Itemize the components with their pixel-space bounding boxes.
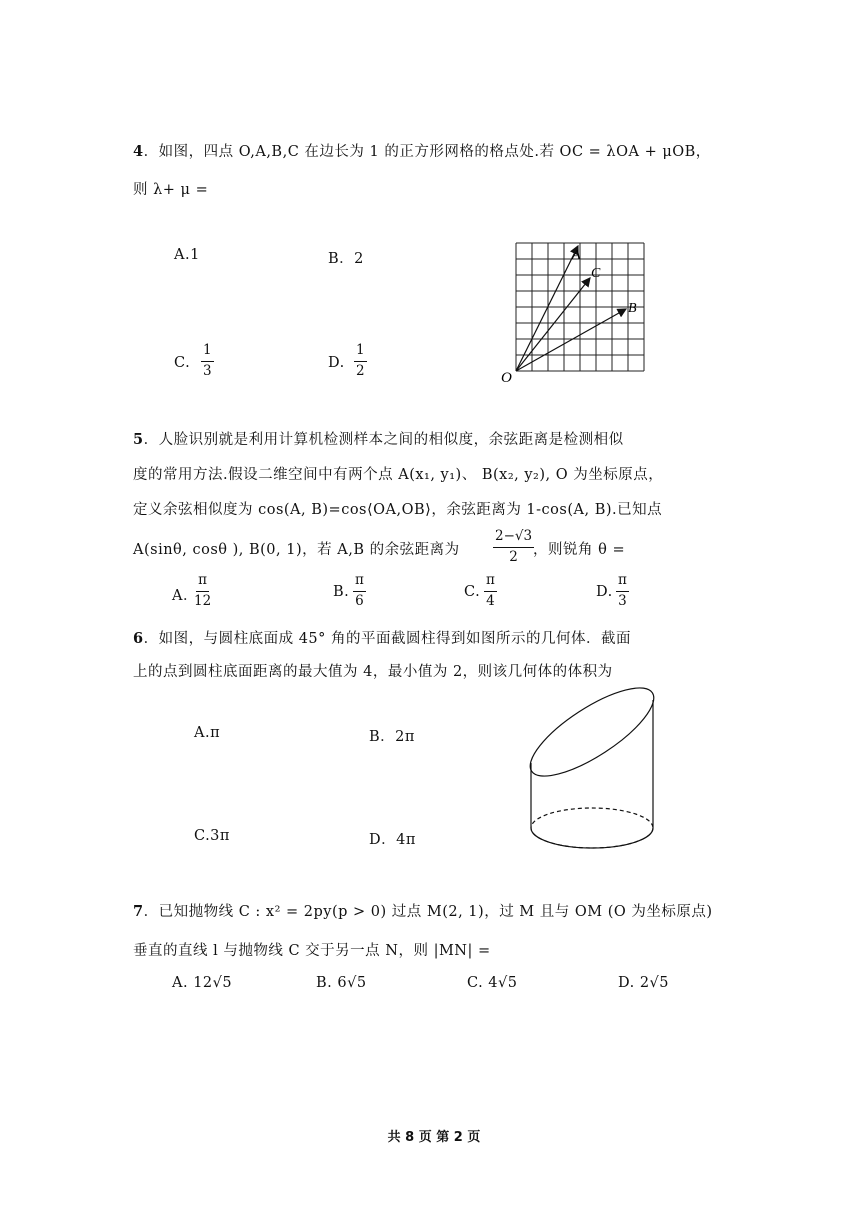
- q5-option-b-num: π: [353, 574, 366, 592]
- cylinder-slanted-cut: [519, 673, 666, 792]
- label-a: A: [572, 248, 581, 263]
- q5-line4-b: ，则锐角 θ =: [533, 542, 626, 558]
- q4-line1: [133, 140, 711, 161]
- q4-option-b[interactable]: B．2: [328, 251, 364, 267]
- q6-stem: ．如图，与圆柱底面成 45° 角的平面截圆柱得到如图所示的几何体．截面: [143, 631, 632, 647]
- q5-option-b-den: 6: [355, 592, 364, 609]
- q5-option-b-label[interactable]: B.: [333, 584, 350, 600]
- q5-cosine-distance-fraction: [493, 530, 534, 564]
- q7-option-a[interactable]: A. 12√5: [172, 975, 233, 991]
- q4-option-d-num: 1: [354, 344, 367, 362]
- q6-line1: [133, 627, 631, 648]
- q5-number: 5: [133, 431, 144, 448]
- q5-option-c-fraction[interactable]: [484, 574, 497, 608]
- cylinder-base-front: [531, 828, 653, 848]
- q5-option-c-label[interactable]: C.: [464, 584, 481, 600]
- q5-fraction-num: 2−√3: [493, 530, 534, 548]
- q5-line3: 定义余弦相似度为 cos(A, B)=cos⟨OA,OB⟩，余弦距离为 1-cos(A, B).已知点: [133, 502, 663, 518]
- q4-grid-figure: [500, 236, 650, 386]
- q5-line4-a: A(sinθ, cosθ ), B(0, 1)，若 A,B 的余弦距离为: [133, 542, 460, 558]
- q4-line2: 则 λ+ μ =: [133, 182, 209, 198]
- q5-option-a-label[interactable]: A．: [172, 588, 198, 604]
- q5-option-a-fraction[interactable]: [194, 574, 211, 608]
- q6-option-b[interactable]: B．2π: [369, 729, 415, 745]
- q5-line2: 度的常用方法.假设二维空间中有两个点 A(x₁, y₁)、 B(x₂, y₂), O 为坐标原点，: [133, 467, 664, 483]
- q5-option-d-num: π: [616, 574, 629, 592]
- label-b: B: [628, 301, 637, 316]
- q7-stem: ．已知抛物线 C : x² = 2py(p > 0) 过点 M(2, 1)，过 M 且与 OM (O 为坐标原点): [143, 904, 713, 920]
- q5-fraction-den: 2: [509, 548, 518, 565]
- q4-option-d-fraction[interactable]: [354, 344, 367, 378]
- label-c: C: [591, 266, 601, 281]
- q7-option-b[interactable]: B. 6√5: [316, 975, 367, 991]
- q5-line1: [133, 428, 624, 449]
- q5-stem: ．人脸识别就是利用计算机检测样本之间的相似度，余弦距离是检测相似: [143, 432, 624, 448]
- q6-cylinder-figure: [520, 690, 665, 860]
- q7-number: 7: [133, 903, 144, 920]
- q4-option-d-den: 2: [356, 362, 365, 379]
- q6-option-a[interactable]: A.π: [194, 725, 221, 741]
- q5-option-d-den: 3: [618, 592, 627, 609]
- q6-number: 6: [133, 630, 144, 647]
- q4-stem: ．如图，四点 O,A,B,C 在边长为 1 的正方形网格的格点处.若 OC = λOA + μOB，: [143, 144, 711, 160]
- q7-option-d[interactable]: D. 2√5: [618, 975, 670, 991]
- vector-oa: [516, 246, 578, 371]
- q4-option-a[interactable]: A.1: [174, 247, 200, 263]
- q5-option-d-fraction[interactable]: [616, 574, 629, 608]
- q5-option-a-num: π: [196, 574, 209, 592]
- q6-option-c[interactable]: C.3π: [194, 828, 230, 844]
- label-o: O: [501, 370, 512, 386]
- q7-line2: 垂直的直线 l 与抛物线 C 交于另一点 N，则 |MN| =: [133, 943, 491, 959]
- page-footer: 共 8 页 第 2 页: [387, 1130, 481, 1145]
- q5-option-c-den: 4: [486, 592, 495, 609]
- q7-line1: [133, 900, 713, 921]
- q4-option-c-num: 1: [201, 344, 214, 362]
- q4-option-d-label[interactable]: D.: [328, 355, 345, 371]
- q5-option-b-fraction[interactable]: [353, 574, 366, 608]
- q6-line2: 上的点到圆柱底面距离的最大值为 4，最小值为 2，则该几何体的体积为: [133, 664, 613, 680]
- q4-number: 4: [133, 143, 144, 160]
- q6-option-d[interactable]: D．4π: [369, 832, 416, 848]
- q4-option-c-fraction[interactable]: [201, 344, 214, 378]
- q5-option-d-label[interactable]: D.: [596, 584, 613, 600]
- q5-option-c-num: π: [484, 574, 497, 592]
- q7-option-c[interactable]: C. 4√5: [467, 975, 518, 991]
- vector-oc: [516, 278, 590, 371]
- q4-option-c-label[interactable]: C.: [174, 355, 191, 371]
- q5-option-a-den: 12: [194, 592, 212, 609]
- q4-option-c-den: 3: [203, 362, 212, 379]
